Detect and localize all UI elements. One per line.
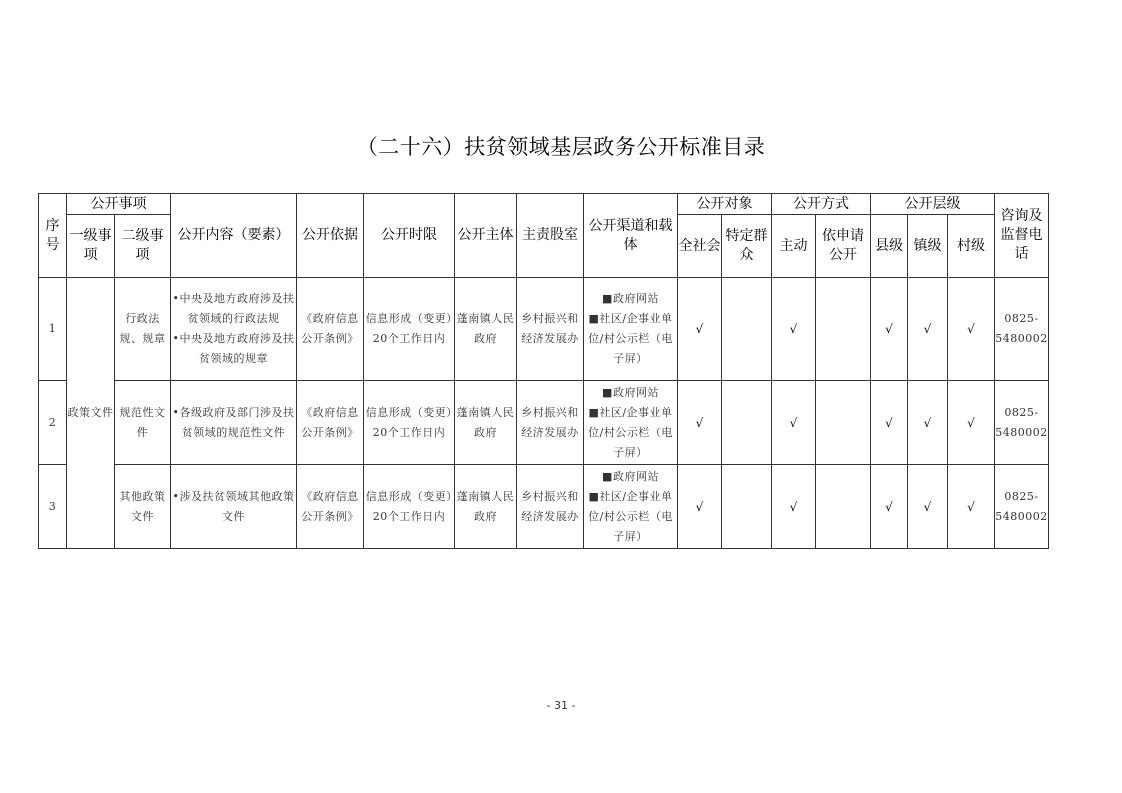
check-method-request	[816, 465, 871, 549]
channel-line: ■政府网站	[602, 469, 659, 483]
header-items-group: 公开事项	[67, 194, 171, 215]
check-target-specific	[722, 465, 772, 549]
check-level-county: √	[871, 465, 908, 549]
header-level1: 一级事项	[67, 215, 115, 278]
content-line: •涉及扶贫领域其他政策文件	[172, 489, 295, 523]
channel-cell	[584, 278, 678, 381]
subject-cell: 蓬南镇人民政府	[455, 381, 517, 465]
check-level-county: √	[871, 278, 908, 381]
header-method-group: 公开方式	[772, 194, 871, 215]
level2-item: 规范性文件	[115, 381, 171, 465]
check-level-village: √	[948, 381, 995, 465]
content-cell	[171, 278, 297, 381]
channel-line: ■政府网站	[602, 292, 659, 305]
header-target-group: 公开对象	[678, 194, 772, 215]
channel-line: ■社区/企事业单位/村公示栏（电子屏）	[588, 489, 673, 543]
header-channel: 公开渠道和载体	[584, 194, 678, 278]
row-seq: 3	[39, 465, 67, 549]
check-level-village: √	[948, 465, 995, 549]
header-contact: 咨询及监督电话	[995, 194, 1049, 278]
check-level-town: √	[908, 278, 948, 381]
row-seq: 2	[39, 381, 67, 465]
catalog-table	[38, 193, 1049, 549]
header-content: 公开内容（要素）	[171, 194, 297, 278]
check-level-town: √	[908, 465, 948, 549]
content-cell	[171, 381, 297, 465]
table-row	[39, 465, 1049, 549]
header-basis: 公开依据	[297, 194, 364, 278]
content-line: •中央及地方政府涉及扶贫领域的规章	[172, 332, 295, 365]
header-time-limit: 公开时限	[364, 194, 455, 278]
header-subject: 公开主体	[455, 194, 517, 278]
table-header	[39, 194, 1049, 278]
header-target-all: 全社会	[678, 215, 722, 278]
check-level-town: √	[908, 381, 948, 465]
dept-cell: 乡村振兴和经济发展办	[517, 465, 584, 549]
time-limit-cell: 信息形成（变更）20个工作日内	[364, 381, 455, 465]
content-line: •各级政府及部门涉及扶贫领域的规范性文件	[172, 405, 295, 439]
check-target-all: √	[678, 381, 722, 465]
table-body	[39, 278, 1049, 549]
channel-line: ■社区/企事业单位/村公示栏（电子屏）	[588, 405, 673, 459]
basis-cell: 《政府信息公开条例》	[297, 465, 364, 549]
page-number: - 31 -	[546, 699, 576, 712]
header-seq: 序号	[39, 194, 67, 278]
check-method-request	[816, 381, 871, 465]
channel-cell	[584, 381, 678, 465]
check-method-active: √	[772, 381, 816, 465]
table-row	[39, 381, 1049, 465]
level1-item: 政策文件	[67, 278, 115, 549]
check-target-specific	[722, 381, 772, 465]
header-dept: 主责股室	[517, 194, 584, 278]
check-method-active: √	[772, 278, 816, 381]
basis-cell: 《政府信息公开条例》	[297, 381, 364, 465]
header-method-request: 依申请公开	[816, 215, 871, 278]
check-method-request	[816, 278, 871, 381]
page-title: （二十六）扶贫领域基层政务公开标准目录	[356, 135, 766, 159]
channel-line: ■政府网站	[602, 385, 659, 399]
check-target-specific	[722, 278, 772, 381]
check-method-active: √	[772, 465, 816, 549]
level2-item: 行政法规、规章	[115, 278, 171, 381]
subject-cell: 蓬南镇人民政府	[455, 465, 517, 549]
header-method-active: 主动	[772, 215, 816, 278]
dept-cell: 乡村振兴和经济发展办	[517, 381, 584, 465]
header-level-group: 公开层级	[871, 194, 995, 215]
time-limit-cell: 信息形成（变更）20个工作日内	[364, 278, 455, 381]
subject-cell: 蓬南镇人民政府	[455, 278, 517, 381]
level2-item: 其他政策文件	[115, 465, 171, 549]
contact-cell: 0825-5480002	[995, 278, 1049, 381]
dept-cell: 乡村振兴和经济发展办	[517, 278, 584, 381]
header-level-town: 镇级	[908, 215, 948, 278]
basis-cell: 《政府信息公开条例》	[297, 278, 364, 381]
header-level2: 二级事项	[115, 215, 171, 278]
table-row	[39, 278, 1049, 381]
contact-cell: 0825-5480002	[995, 465, 1049, 549]
content-cell	[171, 465, 297, 549]
time-limit-cell: 信息形成（变更）20个工作日内	[364, 465, 455, 549]
check-target-all: √	[678, 465, 722, 549]
check-level-village: √	[948, 278, 995, 381]
header-level-village: 村级	[948, 215, 995, 278]
contact-cell: 0825-5480002	[995, 381, 1049, 465]
content-line: •中央及地方政府涉及扶贫领域的行政法规	[172, 292, 295, 325]
header-level-county: 县级	[871, 215, 908, 278]
channel-line: ■社区/企事业单位/村公示栏（电子屏）	[588, 312, 673, 365]
check-level-county: √	[871, 381, 908, 465]
header-target-specific: 特定群众	[722, 215, 772, 278]
channel-cell	[584, 465, 678, 549]
check-target-all: √	[678, 278, 722, 381]
row-seq: 1	[39, 278, 67, 381]
